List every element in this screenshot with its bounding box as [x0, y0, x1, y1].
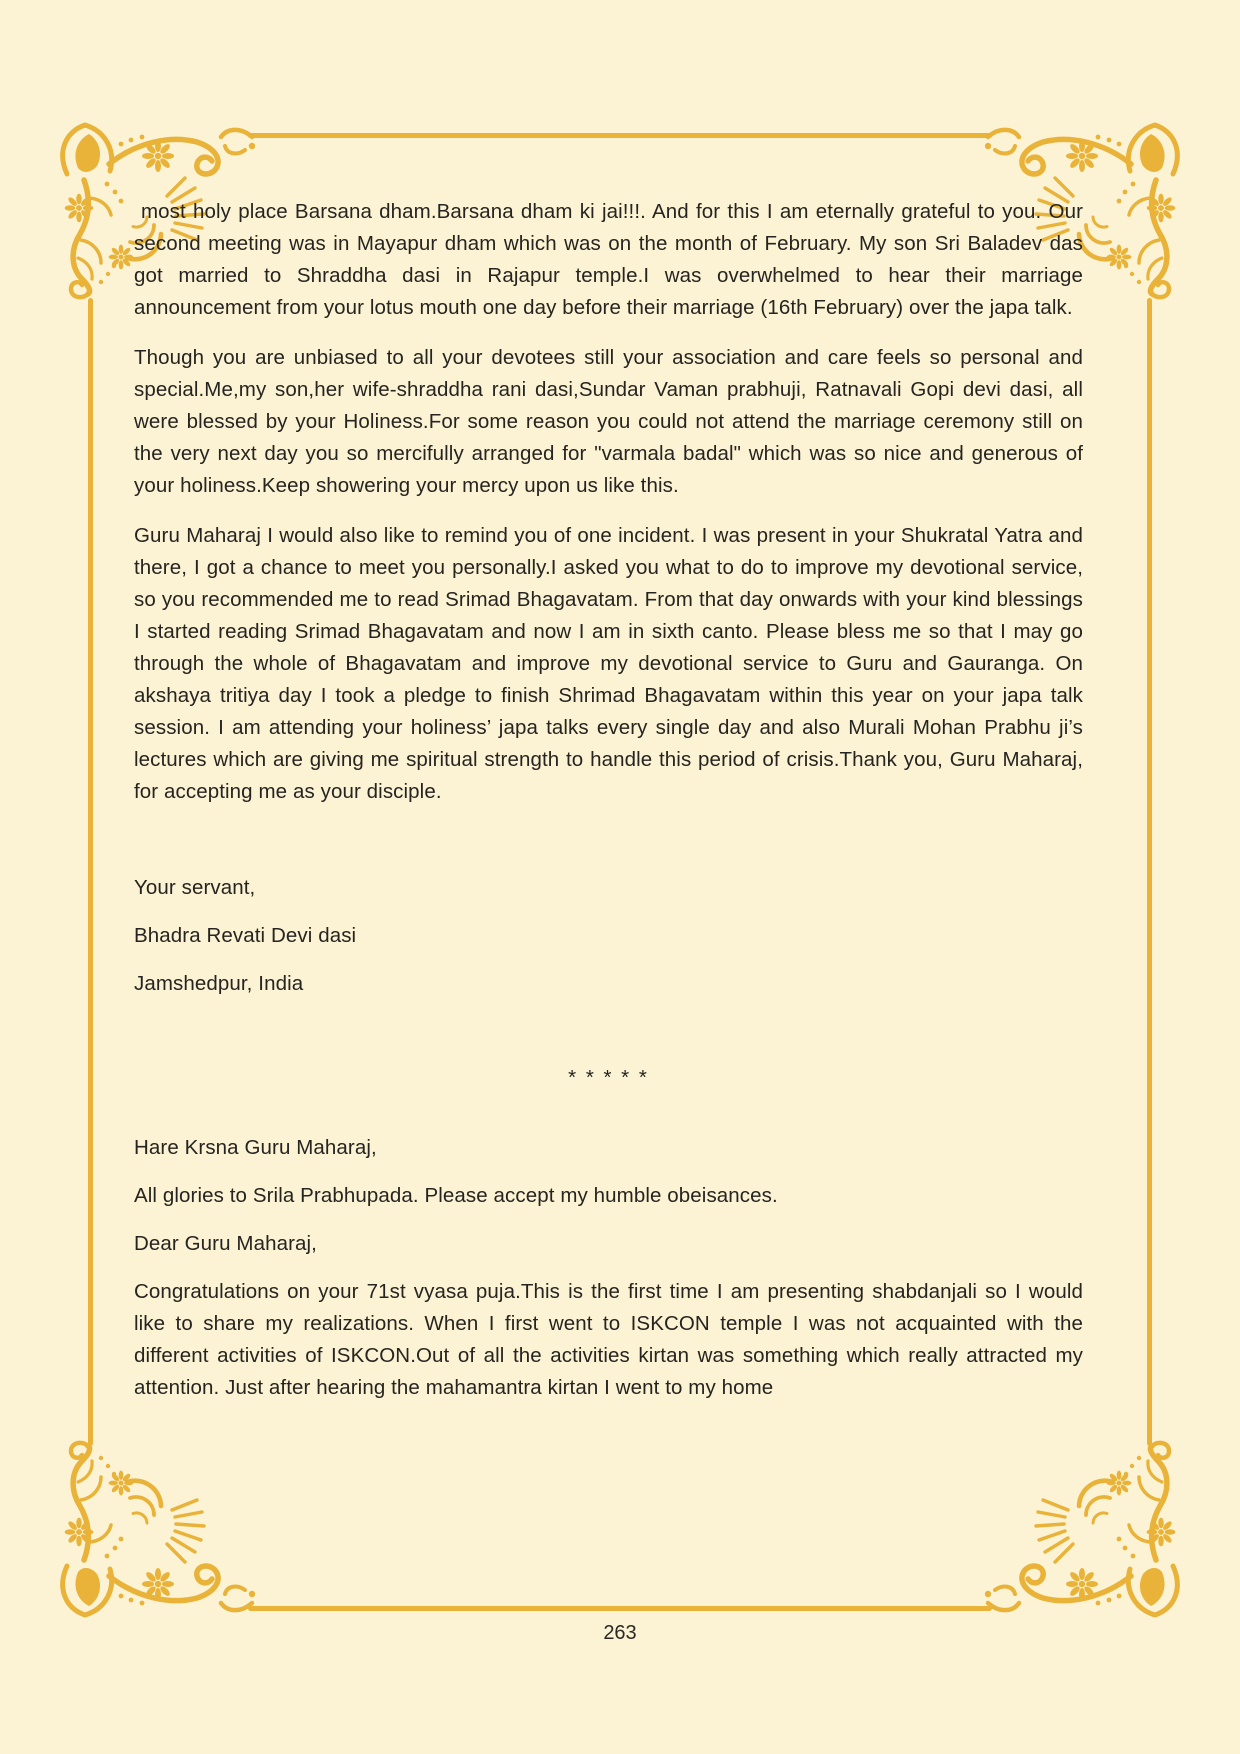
frame-rule-top: [248, 133, 992, 138]
frame-rule-bottom: [248, 1606, 992, 1611]
salutation-line: Hare Krsna Guru Maharaj,: [134, 1136, 377, 1159]
page-number: 263: [603, 1622, 637, 1644]
floral-corner-icon-bottom-left: [55, 1438, 255, 1618]
frame-rule-left: [88, 298, 93, 1446]
letter-paragraph: Guru Maharaj I would also like to remind you of one incident. I was present in your Shukratal Yatra and there, I got a chance to meet you personally.I asked you what to do to improve my devotional service, so you recommended me to read Srimad Bhagavatam. From that day onwards with your kind blessings I started reading Srimad Bhagavatam and now I am in sixth canto. Please bless me so that I may go through the whole of Bhagavatam and improve my devotional service to Guru and Gauranga. On akshaya tritiya day I took a pledge to finish Shrimad Bhagavatam within this year on your japa talk session. I am attending your holiness’ japa talks every single day and also Murali Mohan Prabhu ji’s lectures which are giving me spiritual strength to handle this period of crisis.Thank you, Guru Maharaj, for accepting me as your disciple.: [134, 524, 1083, 803]
letter-paragraph: Congratulations on your 71st vyasa puja.This is the first time I am presenting shabdanjali so I would like to share my realizations. When I first went to ISKCON temple I was not acquainted with the different activities of ISKCON.Out of all the activities kirtan was something which really attracted my attention. Just after hearing the mahamantra kirtan I went to my home: [134, 1280, 1083, 1399]
floral-corner-icon-bottom-right: [985, 1438, 1185, 1618]
section-separator: * * * * *: [568, 1066, 649, 1089]
letter-content: [134, 196, 1083, 1422]
letter-paragraph: most holy place Barsana dham.Barsana dham ki jai!!!. And for this I am eternally grateful to you. Our second meeting was in Mayapur dham which was on the month of February. My son Sri Baladev das got married to Shraddha dasi in Rajapur temple.I was overwhelmed to hear their marriage announcement from your lotus mouth one day before their marriage (16th February) over the japa talk.: [134, 200, 1083, 319]
dear-line: Dear Guru Maharaj,: [134, 1232, 317, 1255]
signature-name: Bhadra Revati Devi dasi: [134, 924, 357, 947]
signature-closing: Your servant,: [134, 876, 256, 899]
letter-paragraph: Though you are unbiased to all your devotees still your association and care feels so personal and special.Me,my son,her wife-shraddha rani dasi,Sundar Vaman prabhuji, Ratnavali Gopi devi dasi, all were blessed by your Holiness.For some reason you could not attend the marriage ceremony still on the very next day you so mercifully arranged for "varmala badal" which was so nice and generous of your holiness.Keep showering your mercy upon us like this.: [134, 346, 1083, 497]
glories-line: All glories to Srila Prabhupada. Please accept my humble obeisances.: [134, 1184, 778, 1207]
signature-location: Jamshedpur, India: [134, 972, 304, 995]
frame-rule-right: [1147, 298, 1152, 1446]
